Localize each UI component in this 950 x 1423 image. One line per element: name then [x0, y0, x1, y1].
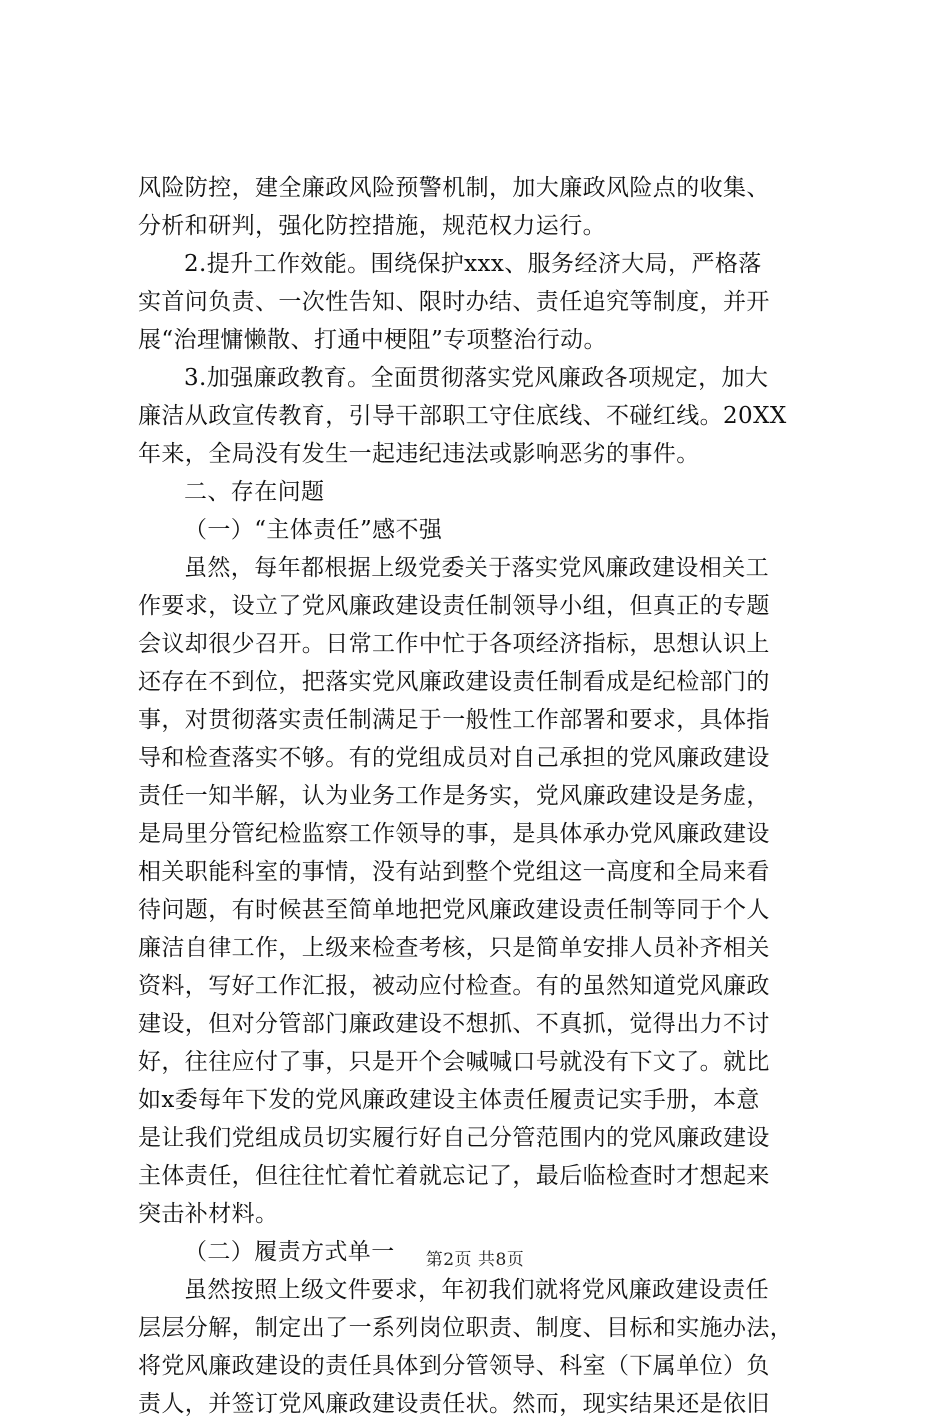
text-line: 作要求，设立了党风廉政建设责任制领导小组，但真正的专题	[138, 593, 770, 619]
text-line: 是局里分管纪检监察工作领导的事，是具体承办党风廉政建设	[138, 821, 770, 847]
text-line: 导和检查落实不够。有的党组成员对自己承担的党风廉政建设	[138, 745, 770, 771]
text-line: 廉洁自律工作，上级来检查考核，只是简单安排人员补齐相关	[138, 935, 770, 961]
text-line: 风险防控，建全廉政风险预警机制，加大廉政风险点的收集、	[138, 175, 770, 201]
text-line: 年来，全局没有发生一起违纪违法或影响恶劣的事件。	[138, 441, 700, 467]
text-line: 如x委每年下发的党风廉政建设主体责任履责记实手册，本意	[138, 1087, 760, 1113]
subsection-heading: （一）“主体责任”感不强	[184, 517, 443, 543]
text-line: 突击补材料。	[138, 1201, 279, 1227]
subsection-heading: （二）履责方式单一	[184, 1239, 395, 1265]
text-line: 待问题，有时候甚至简单地把党风廉政建设责任制等同于个人	[138, 897, 770, 923]
text-line: 虽然，每年都根据上级党委关于落实党风廉政建设相关工	[184, 555, 769, 581]
text-line: 资料，写好工作汇报，被动应付检查。有的虽然知道党风廉政	[138, 973, 770, 999]
text-line: 将党风廉政建设的责任具体到分管领导、科室（下属单位）负	[138, 1353, 770, 1379]
text-line: 实首问负责、一次性告知、限时办结、责任追究等制度，并开	[138, 289, 770, 315]
text-line: 分析和研判，强化防控措施，规范权力运行。	[138, 213, 606, 239]
text-line: 还存在不到位，把落实党风廉政建设责任制看成是纪检部门的	[138, 669, 770, 695]
text-line: 2.提升工作效能。围绕保护xxx、服务经济大局，严格落	[184, 251, 762, 277]
page-number-footer: 第2页 共8页	[425, 1250, 525, 1270]
text-line: 好，往往应付了事，只是开个会喊喊口号就没有下文了。就比	[138, 1049, 770, 1075]
text-line: 会议却很少召开。日常工作中忙于各项经济指标，思想认识上	[138, 631, 770, 657]
text-line: 相关职能科室的事情，没有站到整个党组这一高度和全局来看	[138, 859, 770, 885]
text-line: 责任一知半解，认为业务工作是务实，党风廉政建设是务虚，	[138, 783, 770, 809]
text-line: 廉洁从政宣传教育，引导干部职工守住底线、不碰红线。20XX	[138, 403, 787, 429]
text-line: 虽然按照上级文件要求，年初我们就将党风廉政建设责任	[184, 1277, 769, 1303]
text-line: 层层分解，制定出了一系列岗位职责、制度、目标和实施办法，	[138, 1315, 794, 1341]
section-heading: 二、存在问题	[184, 479, 325, 505]
text-line: 主体责任，但往往忙着忙着就忘记了，最后临检查时才想起来	[138, 1163, 770, 1189]
document-body	[138, 169, 832, 1423]
text-line: 事，对贯彻落实责任制满足于一般性工作部署和要求，具体指	[138, 707, 770, 733]
text-line: 建设，但对分管部门廉政建设不想抓、不真抓，觉得出力不讨	[138, 1011, 770, 1037]
text-line: 是让我们党组成员切实履行好自己分管范围内的党风廉政建设	[138, 1125, 770, 1151]
text-line: 3.加强廉政教育。全面贯彻落实党风廉政各项规定，加大	[184, 365, 769, 391]
text-line: 展“治理慵懒散、打通中梗阻”专项整治行动。	[138, 327, 607, 353]
text-line: 责人，并签订党风廉政建设责任状。然而，现实结果还是依旧	[138, 1391, 770, 1417]
